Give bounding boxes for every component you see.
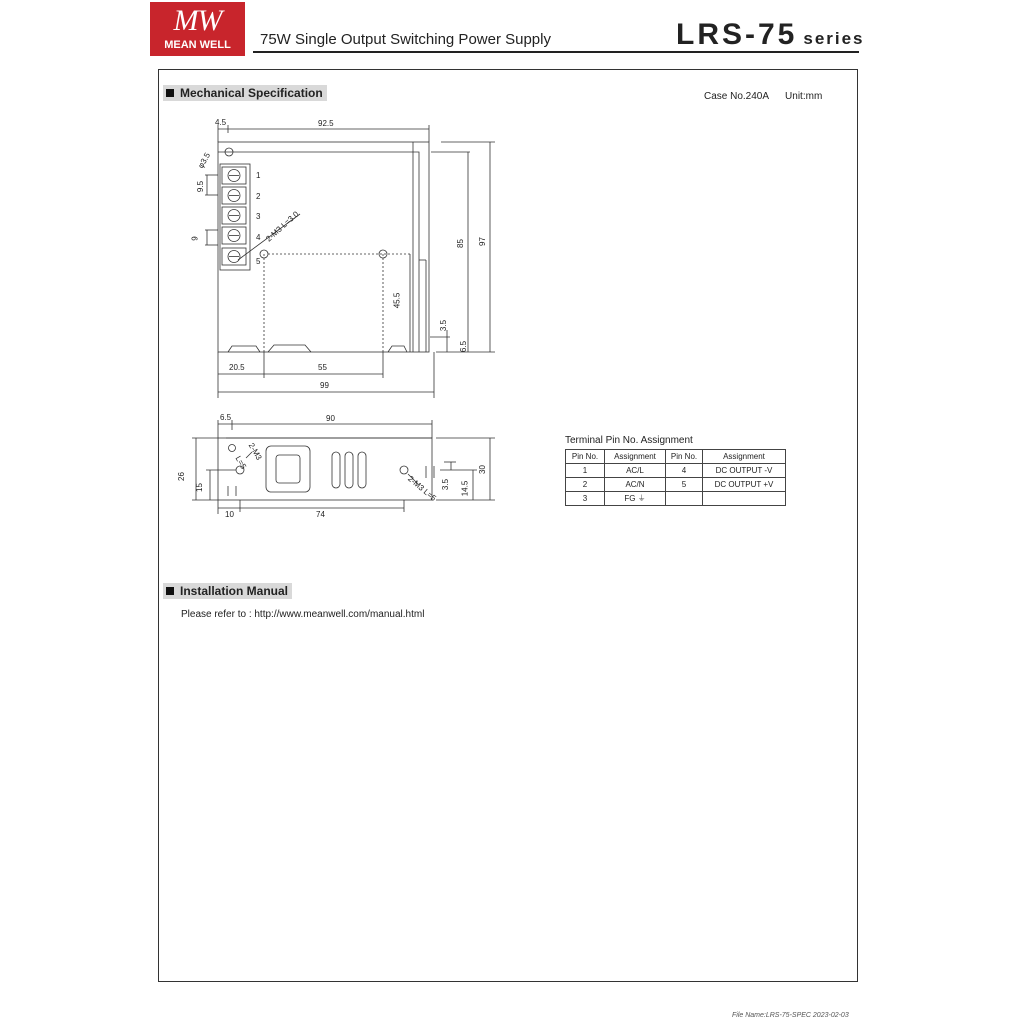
bullet-square-icon: [166, 587, 174, 595]
table-cell: [666, 492, 703, 506]
table-header: Pin No.: [666, 450, 703, 464]
terminal-number: 5: [256, 257, 261, 266]
table-row: [566, 492, 786, 506]
dim-label: 92.5: [318, 119, 334, 128]
dim-label: 15: [194, 483, 204, 492]
dim-label: 74: [316, 510, 325, 519]
screw-note: L=5: [233, 454, 249, 471]
dim-label: 14.5: [460, 480, 470, 497]
logo-mark: MW: [173, 4, 222, 37]
dim-label: 3.5: [439, 319, 449, 332]
table-cell: [703, 492, 786, 506]
dim-label: 30: [477, 465, 487, 474]
table-header: Assignment: [605, 450, 666, 464]
table-cell: AC/N: [605, 478, 666, 492]
dim-label: 55: [318, 363, 327, 372]
table-cell: 3: [566, 492, 605, 506]
dim-label: 45.5: [392, 292, 402, 309]
table-cell: DC OUTPUT -V: [703, 464, 786, 478]
dim-label: 6.5: [220, 413, 232, 422]
table-header-row: [566, 450, 786, 464]
logo-text: MEAN WELL: [164, 39, 231, 51]
dim-label: 99: [320, 381, 329, 390]
terminal-number: 4: [256, 233, 261, 242]
dim-label: φ3.5: [196, 151, 213, 170]
series-suffix: series: [803, 29, 865, 48]
table-row: [566, 464, 786, 478]
table-cell: DC OUTPUT +V: [703, 478, 786, 492]
table-cell: 1: [566, 464, 605, 478]
dim-label: 10: [225, 510, 234, 519]
terminal-number: 1: [256, 171, 261, 180]
case-number: Case No.240A: [704, 91, 770, 102]
table-header: Assignment: [703, 450, 786, 464]
table-row: [566, 478, 786, 492]
mechanical-heading: Mechanical Specification: [163, 85, 327, 101]
screw-note: 2-M3 L=3.0: [264, 209, 301, 244]
table-cell: 2: [566, 478, 605, 492]
dim-label: 20.5: [229, 363, 245, 372]
dim-label: 90: [326, 414, 335, 423]
table-cell: AC/L: [605, 464, 666, 478]
terminal-table-title: Terminal Pin No. Assignment: [565, 435, 693, 446]
dim-label: 26: [176, 472, 186, 481]
document-title: 75W Single Output Switching Power Supply: [260, 31, 551, 48]
installation-manual-link[interactable]: Please refer to : http://www.meanwell.com/manual.html: [181, 609, 425, 620]
table-cell: 4: [666, 464, 703, 478]
dim-label: 9.5: [196, 180, 206, 193]
dim-label: 97: [477, 237, 487, 246]
installation-heading: Installation Manual: [163, 583, 292, 599]
terminal-number: 2: [256, 192, 261, 201]
dim-label: 6.5: [459, 340, 469, 353]
dim-label: 3.5: [441, 478, 451, 491]
table-header: Pin No.: [566, 450, 605, 464]
series-name: LRS-75: [676, 18, 798, 51]
unit-label: Unit:mm: [785, 91, 823, 102]
dim-label: 9: [190, 236, 200, 241]
footer-file-name: File Name:LRS-75-SPEC 2023-02-03: [732, 1012, 849, 1019]
screw-note: 2-M3: [246, 441, 264, 462]
terminal-number: 3: [256, 212, 261, 221]
screw-note: 2-M3 L=5: [406, 474, 438, 503]
dim-label: 85: [455, 239, 465, 248]
terminal-pin-table: [565, 449, 786, 506]
table-cell: 5: [666, 478, 703, 492]
dim-label: 4.5: [215, 118, 227, 127]
table-cell: FG ⏚: [605, 492, 666, 506]
